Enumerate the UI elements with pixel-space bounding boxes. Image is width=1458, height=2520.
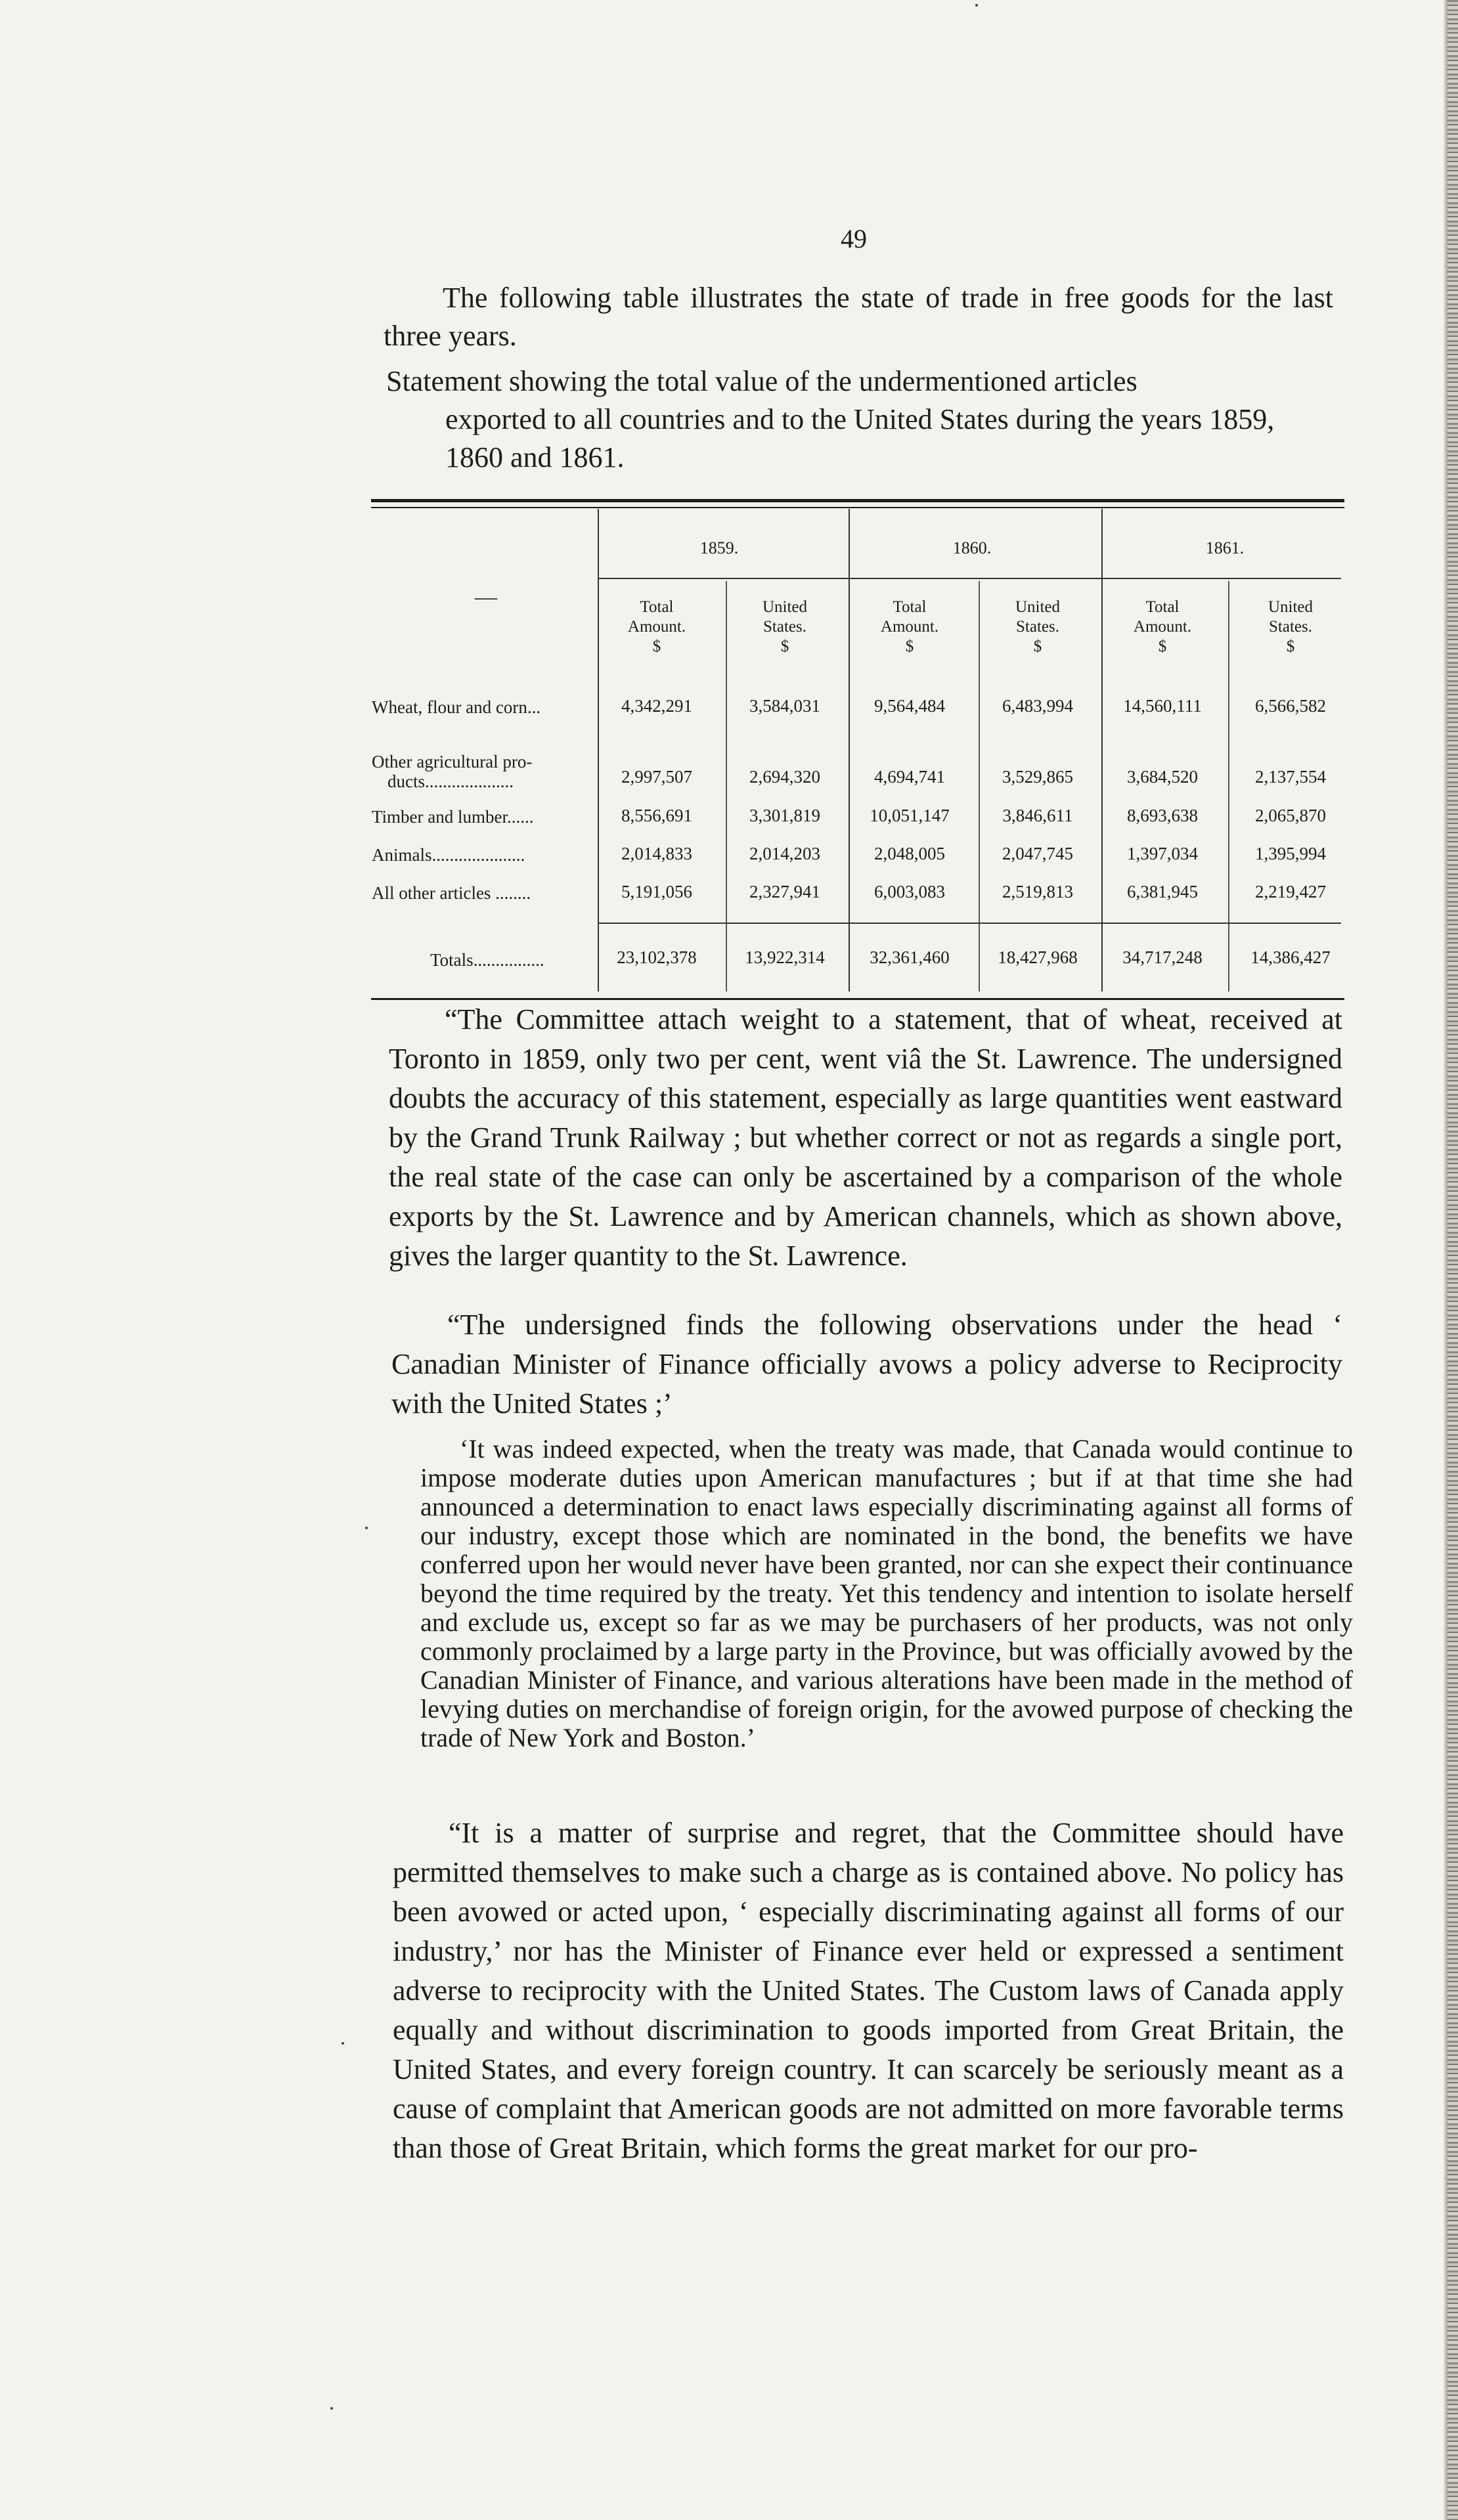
table-value: 2,014,203	[749, 844, 820, 863]
sub-header: States.	[763, 618, 806, 636]
table-value: 2,327,941	[749, 882, 820, 902]
row-label: All other articles ........	[372, 883, 531, 903]
table-value: 6,483,994	[1002, 696, 1073, 716]
sub-header: States.	[1016, 618, 1059, 636]
sub-header: States.	[1269, 618, 1312, 636]
table-value: 9,564,484	[874, 696, 945, 716]
paragraph-committee-wheat: “The Committee attach weight to a statement, that of wheat, received at Toronto in 1859, only two per cent, went viâ the St. Lawrence. The undersigned doubts the accuracy of this statement, especially as large quantities went eastward by the Grand Trunk Railway ; but whether correct or not as regards a single port, the real state of the case can only be ascertained by a comparison of the whole exports by the St. Lawrence and by American channels, which as shown above, gives the larger quantity to the St. Lawrence.	[389, 1003, 1342, 1272]
sub-header: Amount.	[880, 618, 939, 636]
total-value: 18,427,968	[998, 947, 1078, 967]
statement-line1: showing the total value of the undermentioned articles	[501, 365, 1138, 397]
paragraph-surprise-regret: “It is a matter of surprise and regret, that the Committee should have permitted themselves to make such a charge as is contained above. No policy has been avowed or acted upon, ‘ especially discriminating against all forms of our industry,’ nor has the Minister of Finance ever held or expressed a sentiment adverse to reciprocity with the United States. The Custom laws of Canada apply equally and without discrimination to goods imported from Great Britain, the United States, and every foreign country. It can scarcely be seriously meant as a cause of complaint that American goods are not admitted on more favorable terms than those of Great Britain, which forms the great market for our pro-	[393, 1817, 1344, 2164]
table-value: 3,846,611	[1002, 806, 1073, 825]
table-value: 2,048,005	[874, 844, 945, 863]
table-value: 6,003,083	[874, 882, 945, 902]
total-value: 32,361,460	[870, 947, 950, 967]
sub-header: Total	[893, 598, 927, 616]
table-value: 3,301,819	[749, 806, 820, 825]
total-value: 34,717,248	[1122, 947, 1203, 967]
row-label: Timber and lumber......	[372, 807, 534, 827]
table-value: 1,397,034	[1127, 844, 1198, 863]
sub-header: Amount.	[627, 618, 686, 636]
table-col-divider	[849, 509, 850, 991]
table-value: 8,693,638	[1127, 806, 1198, 825]
totals-rule	[598, 923, 1341, 924]
table-value: 6,566,582	[1255, 696, 1326, 716]
table-value: 5,191,056	[621, 882, 692, 902]
first-col-header: —	[475, 585, 497, 609]
sub-header: Total	[1145, 598, 1180, 616]
quoted-passage: ‘It was indeed expected, when the treaty was made, that Canada would continue to impose moderate duties upon American manufactures ; but if at that time she had announced a determination to enact laws especially discriminating against all forms of our industry, except those which are nominated in the bond, the benefits we have conferred upon her would never have been granted, nor can she expect their continuance beyond the time required by the treaty. Yet this tendency and intention to isolate herself and exclude us, except so far as we may be purchasers of her products, was not only commonly proclaimed by a large party in the Province, but was officially avowed by the Canadian Minister of Finance, and various alterations have been made in the method of levying duties on merchandise of foreign origin, for the avowed purpose of checking the trade of New York and Boston.’	[420, 1434, 1353, 1752]
page-edge	[1447, 0, 1458, 2520]
sub-header: $	[1158, 638, 1167, 655]
table-value: 1,395,994	[1255, 844, 1326, 863]
year-header: 1861.	[1205, 538, 1245, 557]
row-label: Other agricultural pro-	[372, 752, 533, 771]
sub-header: United	[1268, 598, 1314, 616]
statement-line2: exported to all countries and to the United States during the years 1859, 1860 and 1861.	[445, 403, 1275, 473]
table-value: 2,014,833	[621, 844, 692, 863]
sub-header: $	[1033, 638, 1042, 655]
paragraph-observations: “The undersigned finds the following observations under the head ‘ Canadian Minister of Finance officially avows a policy adverse to Reciprocity with the United States ;’	[391, 1309, 1342, 1420]
total-value: 13,922,314	[745, 947, 825, 967]
statement-heading	[386, 362, 1332, 477]
row-label: Wheat, flour and corn...	[372, 697, 541, 717]
sub-header: Amount.	[1133, 618, 1192, 636]
year-header-rule	[598, 578, 1341, 579]
total-value: 23,102,378	[617, 947, 697, 967]
table-value: 4,342,291	[621, 696, 692, 716]
table-value: 2,219,427	[1255, 882, 1326, 902]
table-value: 4,694,741	[874, 767, 945, 787]
year-header: 1859.	[699, 538, 739, 557]
table-value: 2,519,813	[1002, 882, 1073, 902]
total-value: 14,386,427	[1250, 947, 1331, 967]
sub-header: $	[905, 638, 914, 655]
statement-lead: Statement	[386, 365, 502, 397]
table-value: 3,529,865	[1002, 767, 1073, 787]
sub-header: Total	[640, 598, 674, 616]
row-label: ducts....................	[387, 771, 514, 791]
sub-header: United	[762, 598, 808, 616]
table-value: 2,997,507	[621, 767, 692, 787]
table-value: 2,137,554	[1255, 767, 1326, 787]
sub-header: $	[652, 638, 661, 655]
table-value: 14,560,111	[1123, 696, 1202, 716]
intro-paragraph: The following table illustrates the state of trade in free goods for the last three years.	[384, 282, 1333, 352]
table-value: 2,065,870	[1255, 806, 1326, 825]
table-col-divider	[1101, 509, 1103, 991]
table-value: 2,694,320	[749, 767, 820, 787]
page-number: 49	[841, 224, 867, 253]
trade-table	[368, 496, 1366, 995]
sub-header: $	[780, 638, 789, 655]
totals-label: Totals................	[430, 950, 544, 970]
table-value: 3,684,520	[1127, 767, 1198, 787]
table-value: 6,381,945	[1127, 882, 1198, 902]
table-value: 3,584,031	[749, 696, 820, 716]
table-value: 8,556,691	[621, 806, 692, 825]
sub-header: United	[1015, 598, 1061, 616]
year-header: 1860.	[952, 538, 992, 557]
sub-header: $	[1286, 638, 1295, 655]
table-subcol-divider	[1228, 581, 1229, 991]
table-value: 2,047,745	[1002, 844, 1073, 863]
row-label: Animals.....................	[372, 845, 525, 865]
table-value: 10,051,147	[870, 806, 950, 825]
